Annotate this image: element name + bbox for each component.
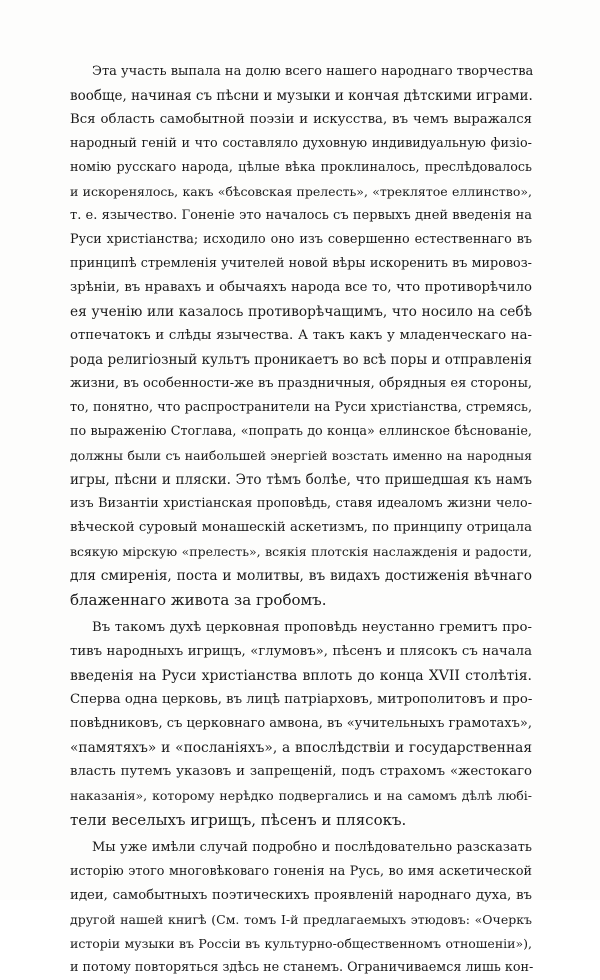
text-line: Сперва одна церковь, въ лицѣ патріарховъ, митрополитовъ и про- xyxy=(70,692,533,707)
text-line: Вся область самобытной поэзіи и искусства, въ чемъ выражался xyxy=(70,112,532,127)
text-line: власть путемъ указовъ и запрещеній, подъ страхомъ «жестокаго xyxy=(70,764,532,779)
paragraph-3 xyxy=(70,836,532,980)
paragraph-2 xyxy=(70,616,532,832)
text-line: т. е. язычество. Гоненіе это началось съ первыхъ дней введенія на xyxy=(70,208,532,223)
text-line: вообще, начиная съ пѣсни и музыки и кончая дѣтскими играми. xyxy=(70,88,533,104)
text-line: идеи, самобытныхъ поэтическихъ проявленій народнаго духа, въ xyxy=(70,888,532,903)
text-line: тели веселыхъ игрищъ, пѣсенъ и плясокъ. xyxy=(70,811,407,829)
text-line: исторіи музыки въ Россіи въ культурно-общественномъ отношеніи»), xyxy=(70,936,532,951)
text-line: для смиренія, поста и молитвы, въ видахъ достиженія вѣчнаго xyxy=(70,568,532,584)
text-line: блаженнаго живота за гробомъ. xyxy=(70,591,327,609)
text-line: «памятяхъ» и «посланіяхъ», а впослѣдствіи и государственная xyxy=(70,740,532,756)
text-line: принципѣ стремленія учителей новой вѣры искоренить въ мировоз- xyxy=(70,256,532,271)
text-line: тивъ народныхъ игрищъ, «глумовъ», пѣсенъ и плясокъ съ начала xyxy=(70,644,532,659)
text-line: повѣдниковъ, съ церковнаго амвона, въ «учительныхъ грамотахъ», xyxy=(70,716,532,731)
text-line: по выраженію Стоглава, «попрать до конца» еллинское бѣснованіе, xyxy=(70,424,532,439)
text-line: Эта участь выпала на долю всего нашего народнаго творчества xyxy=(92,64,534,79)
text-line: то, понятно, что распространители на Руси христіанства, стремясь, xyxy=(70,400,532,415)
paragraph-1 xyxy=(70,60,532,612)
text-line: рода религіозный культъ проникаетъ во всѣ поры и отправленія xyxy=(70,352,532,368)
text-line: введенія на Руси христіанства вплоть до конца XVII столѣтія. xyxy=(70,668,532,684)
text-line: номію русскаго народа, цѣлые вѣка проклиналось, преслѣдовалось xyxy=(70,160,532,175)
text-line: народный геній и что составляло духовную индивидуальную физіо- xyxy=(70,136,532,151)
text-line: и искоренялось, какъ «бѣсовская прелесть», «треклятое еллинство», xyxy=(70,184,532,199)
text-line: зрѣніи, въ нравахъ и обычаяхъ народа все то, что противорѣчило xyxy=(70,280,532,295)
text-line: исторію этого многовѣковаго гоненія на Русь, во имя аскетической xyxy=(70,864,532,879)
text-line: и потому повторяться здѣсь не станемъ. Ограничиваемся лишь кон- xyxy=(70,960,534,975)
text-line: Руси христіанства; исходило оно изъ совершенно естественнаго въ xyxy=(70,232,532,247)
text-line: Въ такомъ духѣ церковная проповѣдь неустанно гремитъ про- xyxy=(92,620,532,635)
text-line: отпечатокъ и слѣды язычества. А такъ какъ у младенческаго на- xyxy=(70,328,532,343)
text-line: изъ Византіи христіанская проповѣдь, ставя идеаломъ жизни чело- xyxy=(70,496,532,511)
text-line: ея ученію или казалось противорѣчащимъ, что носило на себѣ xyxy=(70,304,532,320)
text-line: всякую мірскую «прелесть», всякія плотскія наслажденія и радости, xyxy=(70,544,532,559)
text-line: другой нашей книгѣ (См. томъ I-й предлагаемыхъ этюдовъ: «Очеркъ xyxy=(70,912,532,927)
text-line: должны были съ наибольшей энергіей возстать именно на народныя xyxy=(70,448,532,463)
text-line: наказанія», которому нерѣдко подвергались и на самомъ дѣлѣ любі- xyxy=(70,788,532,803)
text-line: Мы уже имѣли случай подробно и послѣдовательно разсказать xyxy=(92,840,532,855)
text-line: жизни, въ особенности-же въ праздничныя, обрядныя ея стороны, xyxy=(70,376,533,391)
body-text xyxy=(70,60,532,980)
text-line: игры, пѣсни и пляски. Это тѣмъ болѣе, что пришедшая къ намъ xyxy=(70,472,532,488)
text-line: вѣческой суровый монашескій аскетизмъ, по принципу отрицала xyxy=(70,520,532,535)
